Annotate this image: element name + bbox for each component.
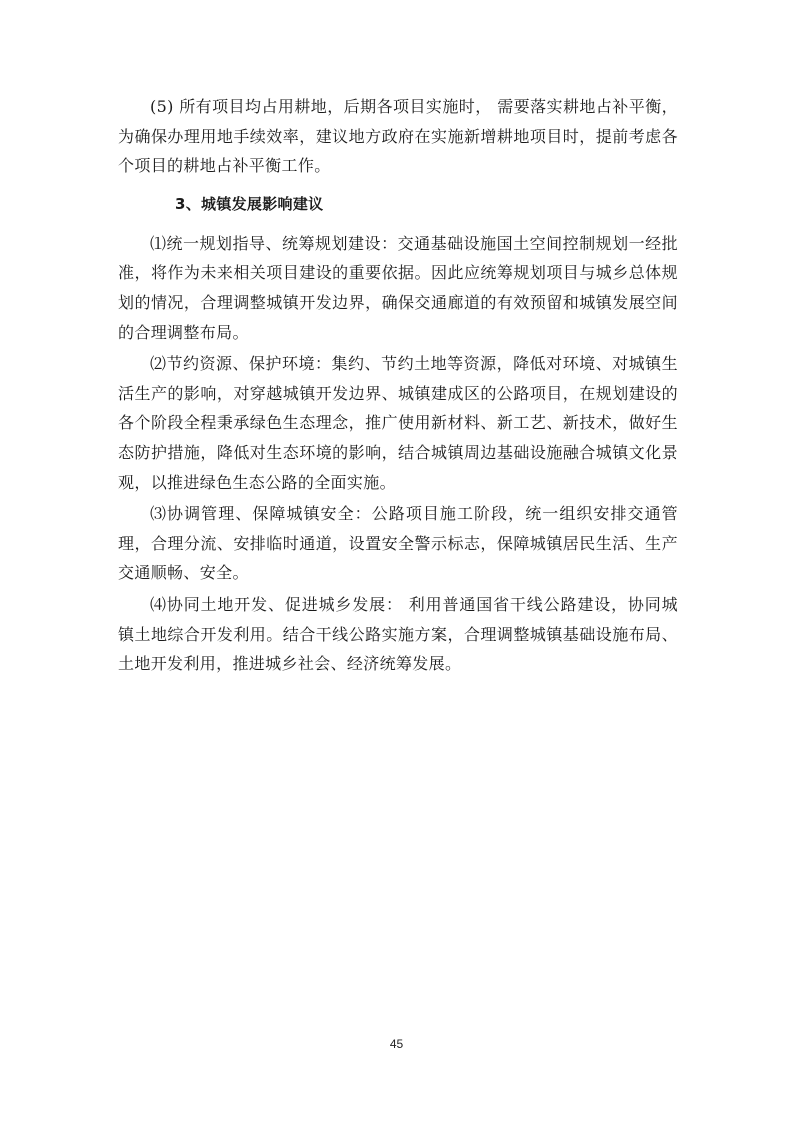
page-number: 45 bbox=[389, 1037, 404, 1051]
suggestion-coordinated-management: ⑶协调管理、保障城镇安全：公路项目施工阶段，统一组织安排交通管理，合理分流、安排临时通道，设置安全警示标志，保障城镇居民生活、生产交通顺畅、安全。 bbox=[118, 504, 678, 583]
suggestion-resource-environment: ⑵节约资源、保护环境：集约、节约土地等资源，降低对环境、对城镇生活生产的影响，对穿越城镇开发边界、城镇建成区的公路项目，在规划建设的各个阶段全程秉承绿色生态理念，推广使用新材料、新工艺、新技术，做好生态防护措施，降低对生态环境的影响，结合城镇周边基础设施融合城镇文化景观，以推进绿色生态公路的全面实施。 bbox=[118, 354, 678, 492]
paragraph-farmland-balance: (5) 所有项目均占用耕地，后期各项目实施时， 需要落实耕地占补平衡，为确保办理用地手续效率，建议地方政府在实施新增耕地项目时，提前考虑各个项目的耕地占补平衡工作。 bbox=[118, 97, 678, 176]
document-body bbox=[118, 92, 678, 679]
suggestion-land-development: ⑷协同土地开发、促进城乡发展： 利用普通国省干线公路建设，协同城镇土地综合开发利用。结合干线公路实施方案，合理调整城镇基础设施布局、土地开发利用，推进城乡社会、经济统筹发展。 bbox=[118, 594, 678, 674]
section-heading: 3、城镇发展影响建议 bbox=[175, 194, 324, 213]
suggestion-unified-planning: ⑴统一规划指导、统筹规划建设：交通基础设施国土空间控制规划一经批准，将作为未来相关项目建设的重要依据。因此应统筹规划项目与城乡总体规划的情况，合理调整城镇开发边界，确保交通廊道的有效预留和城镇发展空间的合理调整布局。 bbox=[118, 233, 678, 342]
